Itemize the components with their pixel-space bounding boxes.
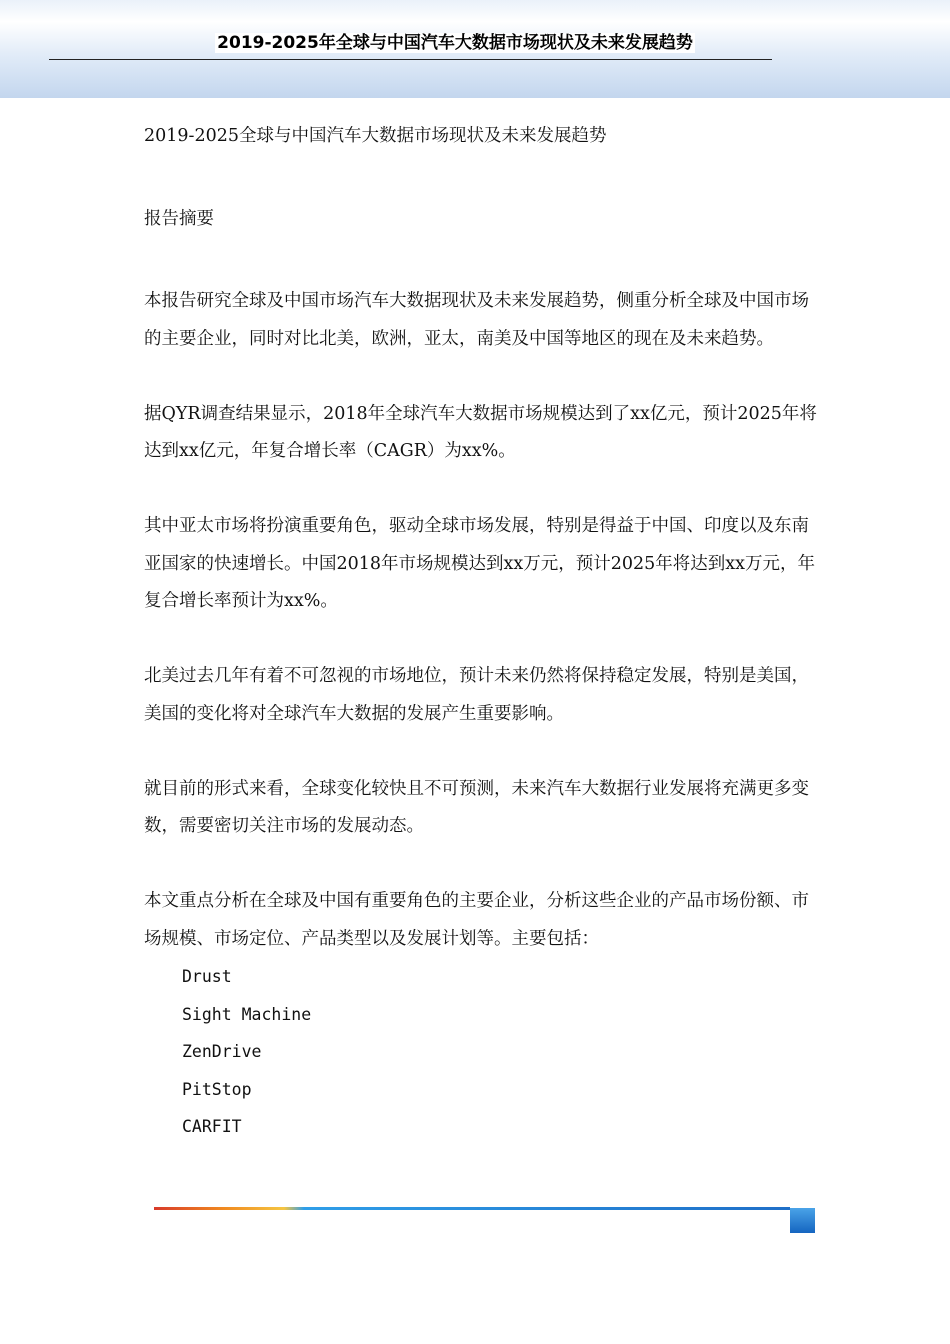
footer-square	[790, 1208, 815, 1233]
paragraph-overview: 本报告研究全球及中国市场汽车大数据现状及未来发展趋势，侧重分析全球及中国市场的主要企业，同时对比北美，欧洲，亚太，南美及中国等地区的现在及未来趋势。	[144, 291, 809, 349]
company-item: ZenDrive	[182, 1042, 262, 1061]
paragraph-market-size: 据QYR调查结果显示，2018年全球汽车大数据市场规模达到了xx亿元，预计2025年将达到xx亿元，年复合增长率（CAGR）为xx%。	[144, 403, 817, 461]
company-item: Sight Machine	[182, 1004, 312, 1024]
paragraph-north-america: 北美过去几年有着不可忽视的市场地位，预计未来仍然将保持稳定发展，特别是美国，美国的变化将对全球汽车大数据的发展产生重要影响。	[144, 666, 809, 724]
header-title	[0, 28, 910, 53]
paragraph-outlook: 就目前的形式来看，全球变化较快且不可预测，未来汽车大数据行业发展将充满更多变数，需要密切关注市场的发展动态。	[144, 778, 809, 836]
company-item: PitStop	[182, 1079, 252, 1099]
header-title-text: 2019-2025年全球与中国汽车大数据市场现状及未来发展趋势	[217, 33, 693, 53]
paragraph-companies-intro: 本文重点分析在全球及中国有重要角色的主要企业，分析这些企业的产品市场份额、市场规模、市场定位、产品类型以及发展计划等。主要包括：	[144, 891, 809, 949]
company-item: Drust	[182, 967, 232, 986]
paragraph-asia-pacific: 其中亚太市场将扮演重要角色，驱动全球市场发展，特别是得益于中国、印度以及东南亚国家的快速增长。中国2018年市场规模达到xx万元，预计2025年将达到xx万元，年复合增长率预计为xx%。	[144, 516, 816, 611]
document-title: 2019-2025全球与中国汽车大数据市场现状及未来发展趋势	[144, 126, 607, 146]
document-body	[144, 118, 824, 1146]
page-header	[0, 0, 950, 98]
section-heading: 报告摘要	[144, 208, 214, 229]
header-divider	[49, 59, 772, 60]
footer-color-bar	[154, 1207, 790, 1210]
company-item: CARFIT	[182, 1117, 242, 1136]
company-list	[144, 958, 824, 1146]
